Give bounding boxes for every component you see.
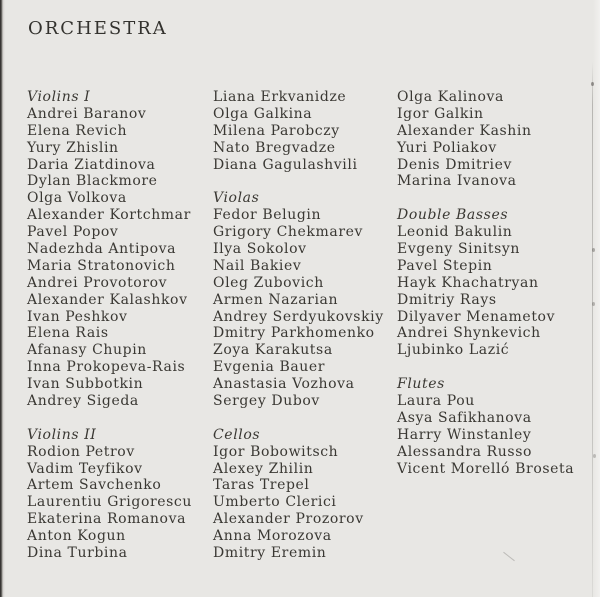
section-continued [397,89,574,190]
musician-name: Alexander Kalashkov [27,291,188,308]
musician-name: Pavel Popov [27,224,119,241]
section-continued [213,89,384,173]
scan-dust-specks [591,82,594,86]
musician-name: Harry Winstanley [397,426,532,443]
musician-name: Yuri Poliakov [397,139,497,156]
musician-name: Umberto Clerici [213,494,337,511]
musician-name: Asya Safikhanova [397,409,532,426]
musician-name: Igor Bobowitsch [213,443,339,460]
musician-name: Diana Gagulashvili [213,156,358,173]
musician-name: Olga Volkova [27,190,127,207]
section-heading: Cellos [213,426,261,443]
musician-name: Denis Dmitriev [397,156,513,173]
musician-name: Anastasia Vozhova [213,376,355,393]
musician-name: Artem Savchenko [27,477,162,494]
musician-name: Ivan Peshkov [27,308,128,325]
musician-name: Armen Nazarian [213,291,339,308]
musician-name: Liana Erkvanidze [213,89,347,105]
musician-name: Elena Revich [27,122,128,139]
musician-name: Alexander Kortchmar [27,207,191,224]
musician-name: Alexey Zhilin [213,460,314,477]
musician-name: Andrei Provotorov [27,274,168,291]
page-left-edge-shadow [0,0,5,597]
musician-name: Daria Ziatdinova [27,156,156,173]
musician-name: Andrei Shynkevich [397,325,541,342]
musician-name: Anna Morozova [213,528,332,545]
section-heading: Flutes [397,376,445,393]
musician-name: Ekaterina Romanova [27,511,187,528]
musician-name: Inna Prokopeva-Rais [27,359,186,376]
musician-name: Laura Pou [397,393,475,410]
musician-name: Dina Turbina [27,545,128,562]
musician-name: Anton Kogun [27,528,126,545]
musician-name: Pavel Stepin [397,257,493,274]
musician-name: Grigory Chekmarev [213,224,364,241]
musician-name: Laurentiu Grigorescu [27,494,192,511]
musician-name: Andrey Serdyukovskiy [213,308,384,325]
column-3 [397,89,574,477]
musician-name: Sergey Dubov [213,393,320,410]
musician-name: Alexander Prozorov [213,511,364,528]
musician-name: Dilyaver Menametov [397,308,556,325]
section-heading: Violins I [27,89,91,105]
column-1 [27,89,192,562]
musician-name: Nail Bakiev [213,257,302,274]
musician-name: Yury Zhislin [27,139,119,156]
musician-name: Dmitry Eremin [213,545,327,562]
musician-name: Oleg Zubovich [213,274,324,291]
musician-name: Vicent Morelló Broseta [397,460,575,477]
musician-name: Leonid Bakulin [397,224,513,241]
musician-name: Alessandra Russo [397,443,533,460]
musician-name: Olga Galkina [213,105,313,122]
musician-name: Ljubinko Lazić [397,342,510,359]
musician-name: Ivan Subbotkin [27,376,144,393]
musician-name: Andrei Baranov [27,105,147,122]
section-violins-ii [27,427,192,562]
musician-name: Alexander Kashin [397,122,532,139]
musician-name: Nato Bregvadze [213,139,336,156]
page-right-edge-highlight [593,0,600,597]
musician-name: Fedor Belugin [213,207,322,224]
page-right-edge-line [592,62,593,597]
musician-name: Dmitriy Rays [397,291,497,308]
musician-name: Dmitry Parkhomenko [213,325,375,342]
section-violins-i [27,89,192,410]
column-2 [213,89,384,562]
musician-name: Evgeny Sinitsyn [397,241,521,258]
section-violas [213,190,384,410]
musician-name: Nadezhda Antipova [27,241,177,258]
musician-name: Ilya Sokolov [213,241,307,258]
section-heading: Violas [213,190,260,207]
musician-name: Igor Galkin [397,105,484,122]
musician-name: Olga Kalinova [397,89,504,105]
musician-name: Taras Trepel [213,477,310,494]
musician-name: Afanasy Chupin [27,342,147,359]
musician-name: Maria Stratonovich [27,257,176,274]
musician-name: Marina Ivanova [397,173,517,190]
musician-name: Zoya Karakutsa [213,342,333,359]
section-heading: Double Basses [397,207,509,224]
musician-name: Evgenia Bauer [213,359,326,376]
section-double-basses [397,207,574,359]
musician-name: Milena Parobczy [213,122,340,139]
musician-name: Andrey Sigeda [27,393,139,410]
page-title: ORCHESTRA [28,18,168,39]
musician-name: Hayk Khachatryan [397,274,539,291]
section-cellos [213,427,384,562]
musician-name: Vadim Teyfikov [27,460,143,477]
musician-name: Dylan Blackmore [27,173,158,190]
musician-name: Rodion Petrov [27,443,135,460]
section-heading: Violins II [27,426,97,443]
section-flutes [397,376,574,477]
musician-name: Elena Rais [27,325,109,342]
